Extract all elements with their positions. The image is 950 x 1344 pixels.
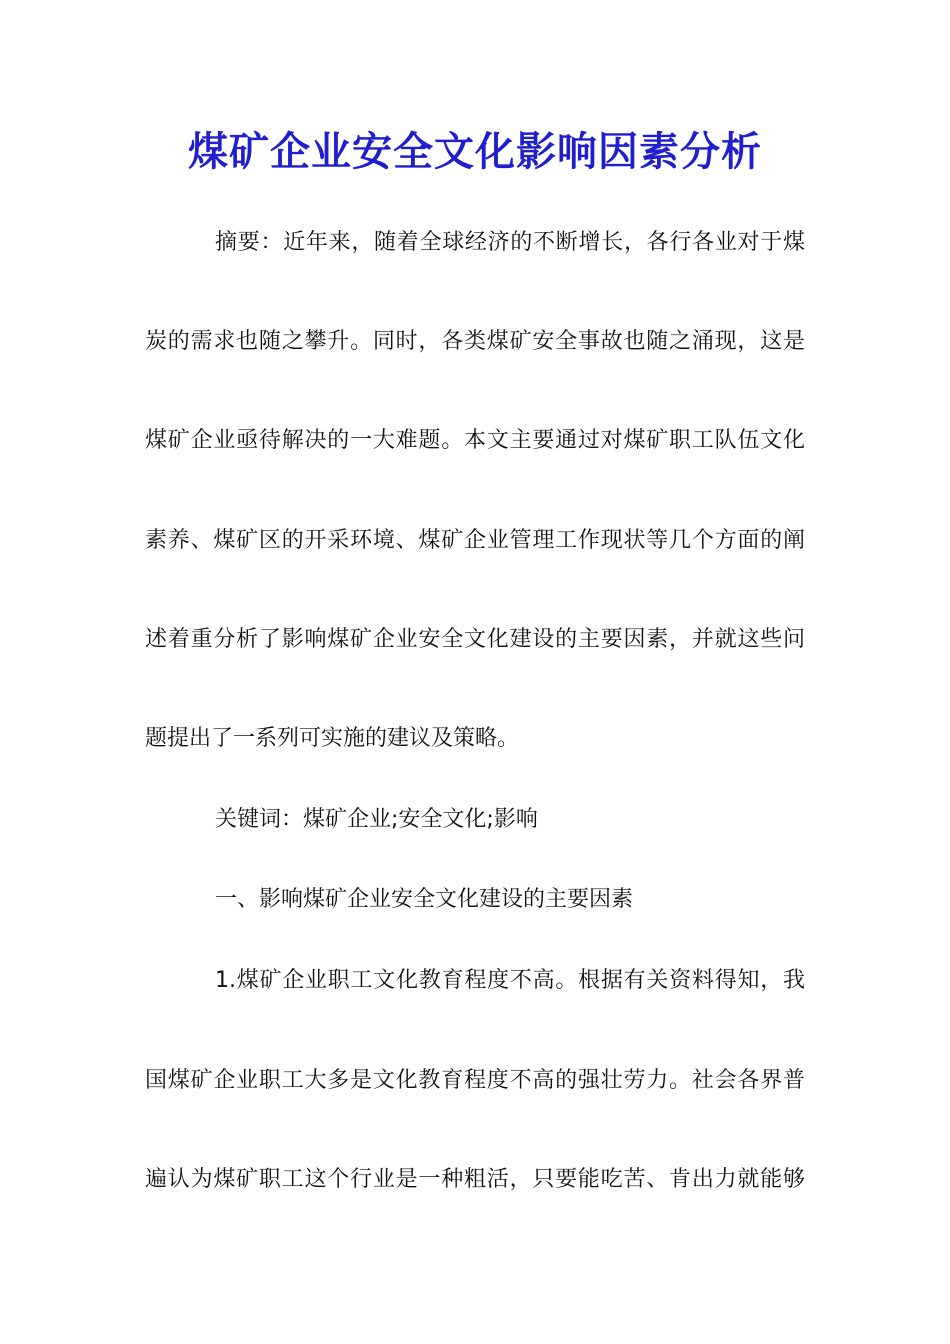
paragraph-line-2: 国煤矿企业职工大多是文化教育程度不高的强壮劳力。社会各界普 [145,1068,805,1093]
document-title: 煤矿企业安全文化影响因素分析 [188,128,762,175]
abstract-line-3: 煤矿企业亟待解决的一大难题。本文主要通过对煤矿职工队伍文化 [145,428,805,453]
section-heading: 一、影响煤矿企业安全文化建设的主要因素 [215,887,634,912]
abstract-line-2: 炭的需求也随之攀升。同时，各类煤矿安全事故也随之涌现，这是 [145,329,805,354]
abstract-line-6: 题提出了一系列可实施的建议及策略。 [145,726,520,751]
paragraph-line-3: 遍认为煤矿职工这个行业是一种粗活，只要能吃苦、肯出力就能够 [145,1167,805,1192]
paragraph-line-1: 1.煤矿企业职工文化教育程度不高。根据有关资料得知，我 [215,968,805,993]
abstract-line-1: 摘要：近年来，随着全球经济的不断增长，各行各业对于煤 [215,230,805,255]
abstract-line-5: 述着重分析了影响煤矿企业安全文化建设的主要因素，并就这些问 [145,627,805,652]
abstract-line-4: 素养、煤矿区的开采环境、煤矿企业管理工作现状等几个方面的阐 [145,528,805,553]
keywords-line: 关键词：煤矿企业;安全文化;影响 [215,807,538,832]
